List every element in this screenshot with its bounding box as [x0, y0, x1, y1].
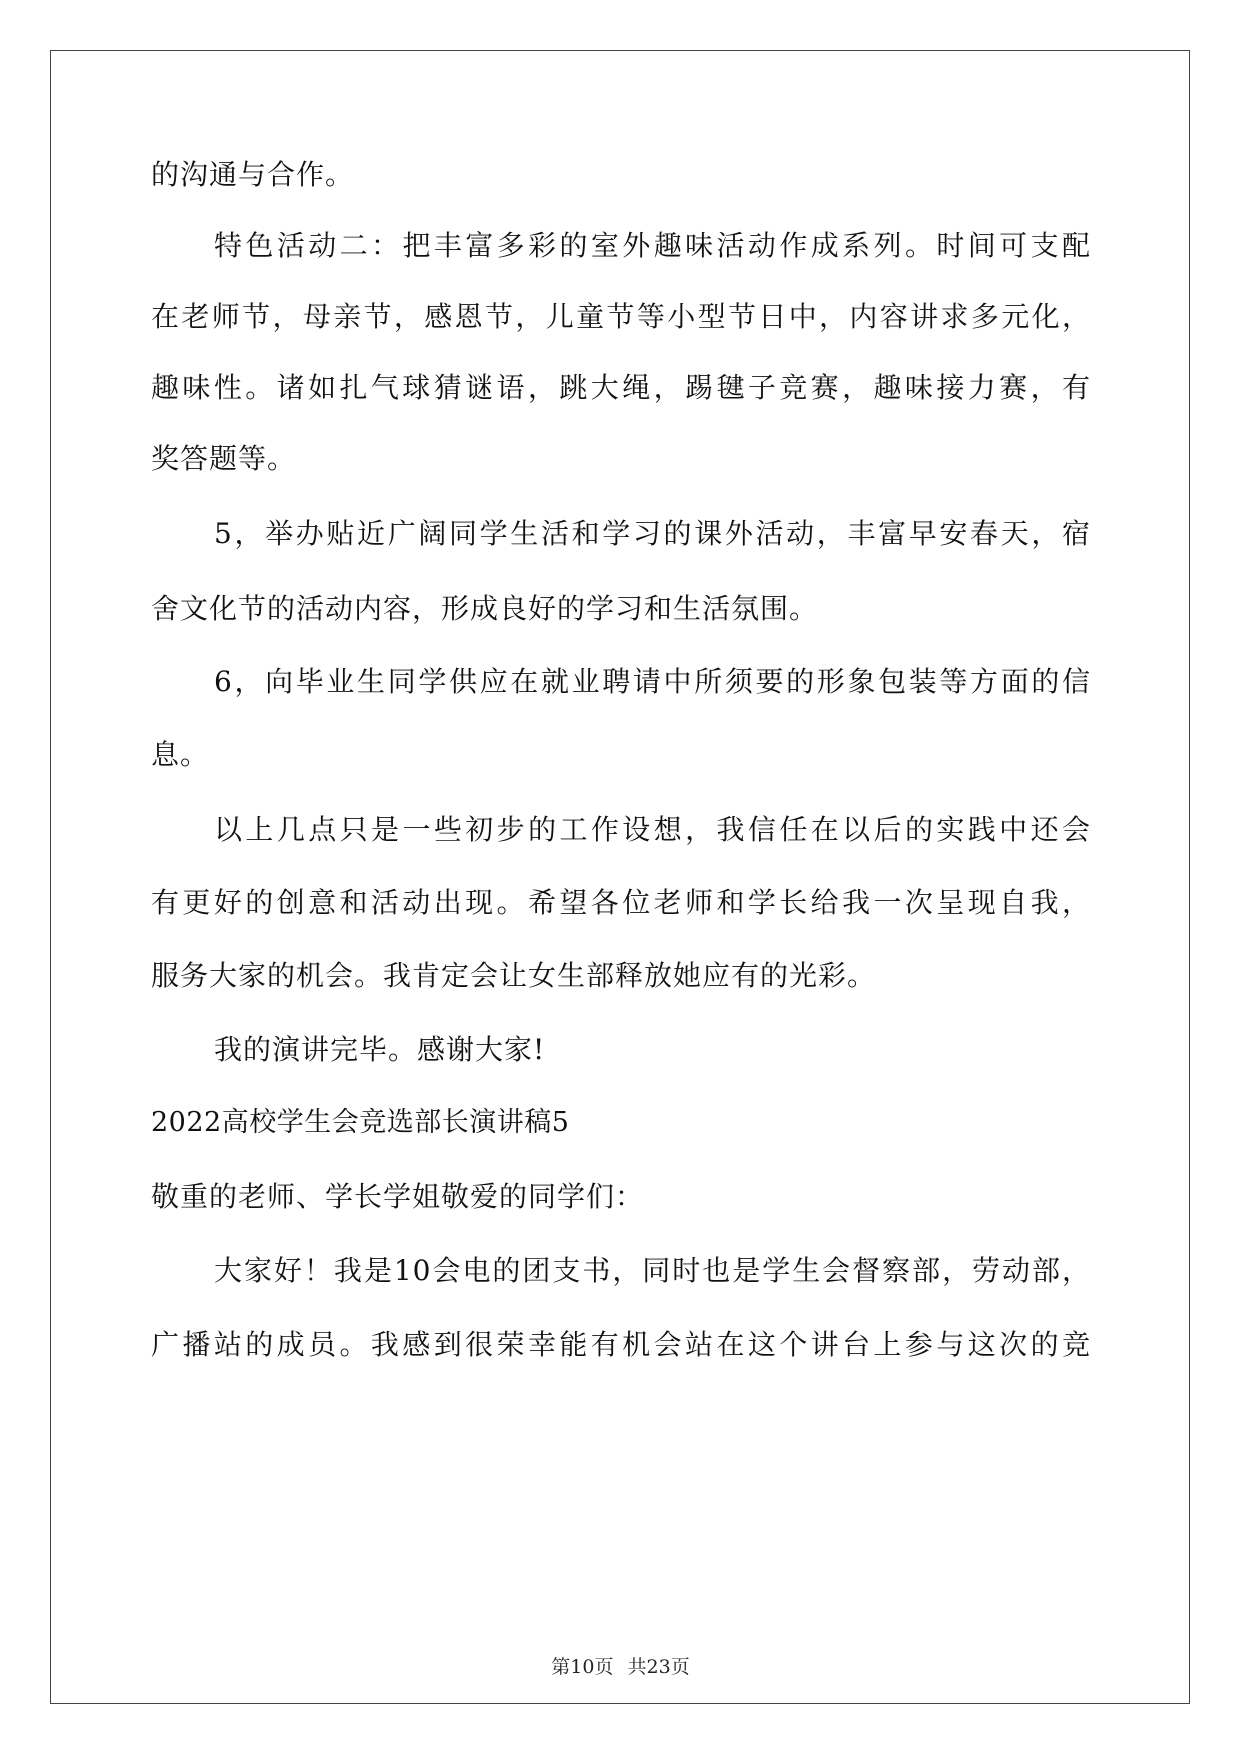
- text-line-5: 奖答题等。: [151, 442, 297, 475]
- text-line-1: 的沟通与合作。: [151, 158, 355, 191]
- text-line-9: 息。: [151, 738, 210, 771]
- text-line-16: 大家好！我是10会电的团支书，同时也是学生会督察部，劳动部，: [214, 1254, 1091, 1287]
- salutation: 敬重的老师、学长学姐敬爱的同学们：: [151, 1180, 645, 1213]
- page-footer: [0, 1655, 1241, 1679]
- text-line-8: 6，向毕业生同学供应在就业聘请中所须要的形象包装等方面的信: [214, 665, 1091, 698]
- page-number: 第10页: [551, 1656, 614, 1678]
- text-line-7: 舍文化节的活动内容，形成良好的学习和生活氛围。: [151, 592, 819, 625]
- text-line-13: 我的演讲完毕。感谢大家!: [214, 1033, 546, 1066]
- text-line-4: 趣味性。诸如扎气球猜谜语，跳大绳，踢毽子竞赛，趣味接力赛，有: [151, 371, 1091, 404]
- text-line-10: 以上几点只是一些初步的工作设想，我信任在以后的实践中还会: [214, 813, 1091, 846]
- text-line-6: 5，举办贴近广阔同学生活和学习的课外活动，丰富早安春天，宿: [214, 517, 1091, 550]
- text-line-11: 有更好的创意和活动出现。希望各位老师和学长给我一次呈现自我，: [151, 886, 1091, 919]
- text-line-3: 在老师节，母亲节，感恩节，儿童节等小型节日中，内容讲求多元化，: [151, 300, 1091, 333]
- page-total: 共23页: [627, 1656, 690, 1678]
- section-heading: 2022高校学生会竞选部长演讲稿5: [151, 1107, 570, 1138]
- text-line-2: 特色活动二：把丰富多彩的室外趣味活动作成系列。时间可支配: [214, 229, 1091, 262]
- text-line-17: 广播站的成员。我感到很荣幸能有机会站在这个讲台上参与这次的竞: [151, 1328, 1091, 1361]
- text-line-12: 服务大家的机会。我肯定会让女生部释放她应有的光彩。: [151, 959, 877, 992]
